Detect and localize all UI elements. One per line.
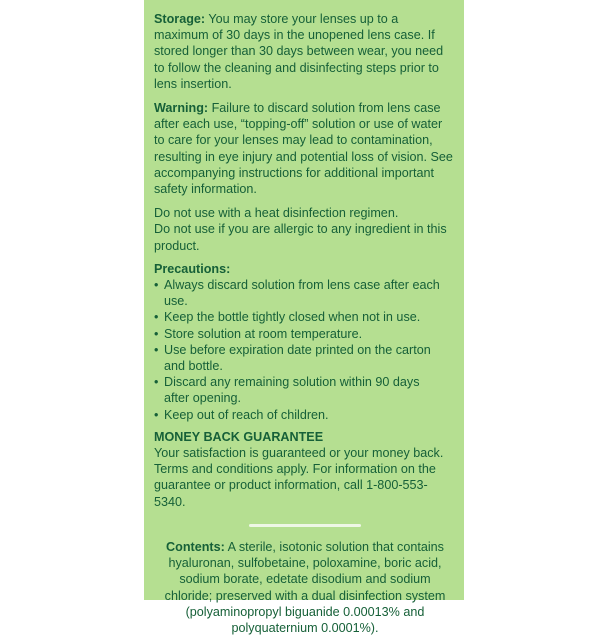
precaution-item: • Keep the bottle tightly closed when not in use.	[154, 309, 456, 325]
allergy-notice: Do not use if you are allergic to any ingredient in this product.	[154, 222, 447, 253]
package-label-panel	[144, 0, 464, 635]
precaution-item: • Store solution at room temperature.	[154, 326, 456, 342]
precaution-item: • Always discard solution from lens case after each use.	[154, 277, 456, 309]
contents-text: A sterile, isotonic solution that contains hyaluronan, sulfobetaine, poloxamine, boric acid, sodium borate, edetate disodium and sodium chloride; preserved with a dual disinfection system (polyaminopropyl biguanide 0.00013% and polyquaternium 0.0001%).	[164, 539, 446, 635]
notices-paragraph	[154, 205, 456, 254]
precaution-item: • Discard any remaining solution within 90 days after opening.	[154, 374, 456, 406]
section-divider	[249, 524, 361, 527]
money-back-guarantee-heading: MONEY BACK GUARANTEE	[154, 429, 324, 444]
precaution-item: • Use before expiration date printed on the carton and bottle.	[154, 342, 456, 374]
contents-label: Contents:	[166, 539, 225, 554]
guarantee-text: Your satisfaction is guaranteed or your money back. Terms and conditions apply. For information on the guarantee or product information, call 1-800-553-5340.	[154, 446, 444, 509]
precaution-item: • Keep out of reach of children.	[154, 407, 456, 423]
warning-paragraph	[154, 100, 456, 197]
storage-label: Storage:	[154, 12, 206, 26]
warning-label: Warning:	[154, 101, 209, 116]
precautions-list	[154, 277, 456, 423]
heat-regimen-notice: Do not use with a heat disinfection regimen.	[154, 206, 399, 221]
storage-text: You may store your lenses up to a maximum of 30 days in the unopened lens case. If stored longer than 30 days between wear, you need to follow the cleaning and disinfecting steps prior to lens insertion.	[154, 12, 444, 91]
storage-paragraph	[154, 11, 456, 92]
contents-paragraph	[154, 539, 456, 636]
precautions-heading: Precautions:	[154, 261, 231, 276]
warning-text: Failure to discard solution from lens case after each use, “topping-off” solution or use of water to care for your lenses may lead to contamination, resulting in eye injury and potential loss of vision. See accompanying instructions for additional important safety information.	[154, 101, 453, 197]
